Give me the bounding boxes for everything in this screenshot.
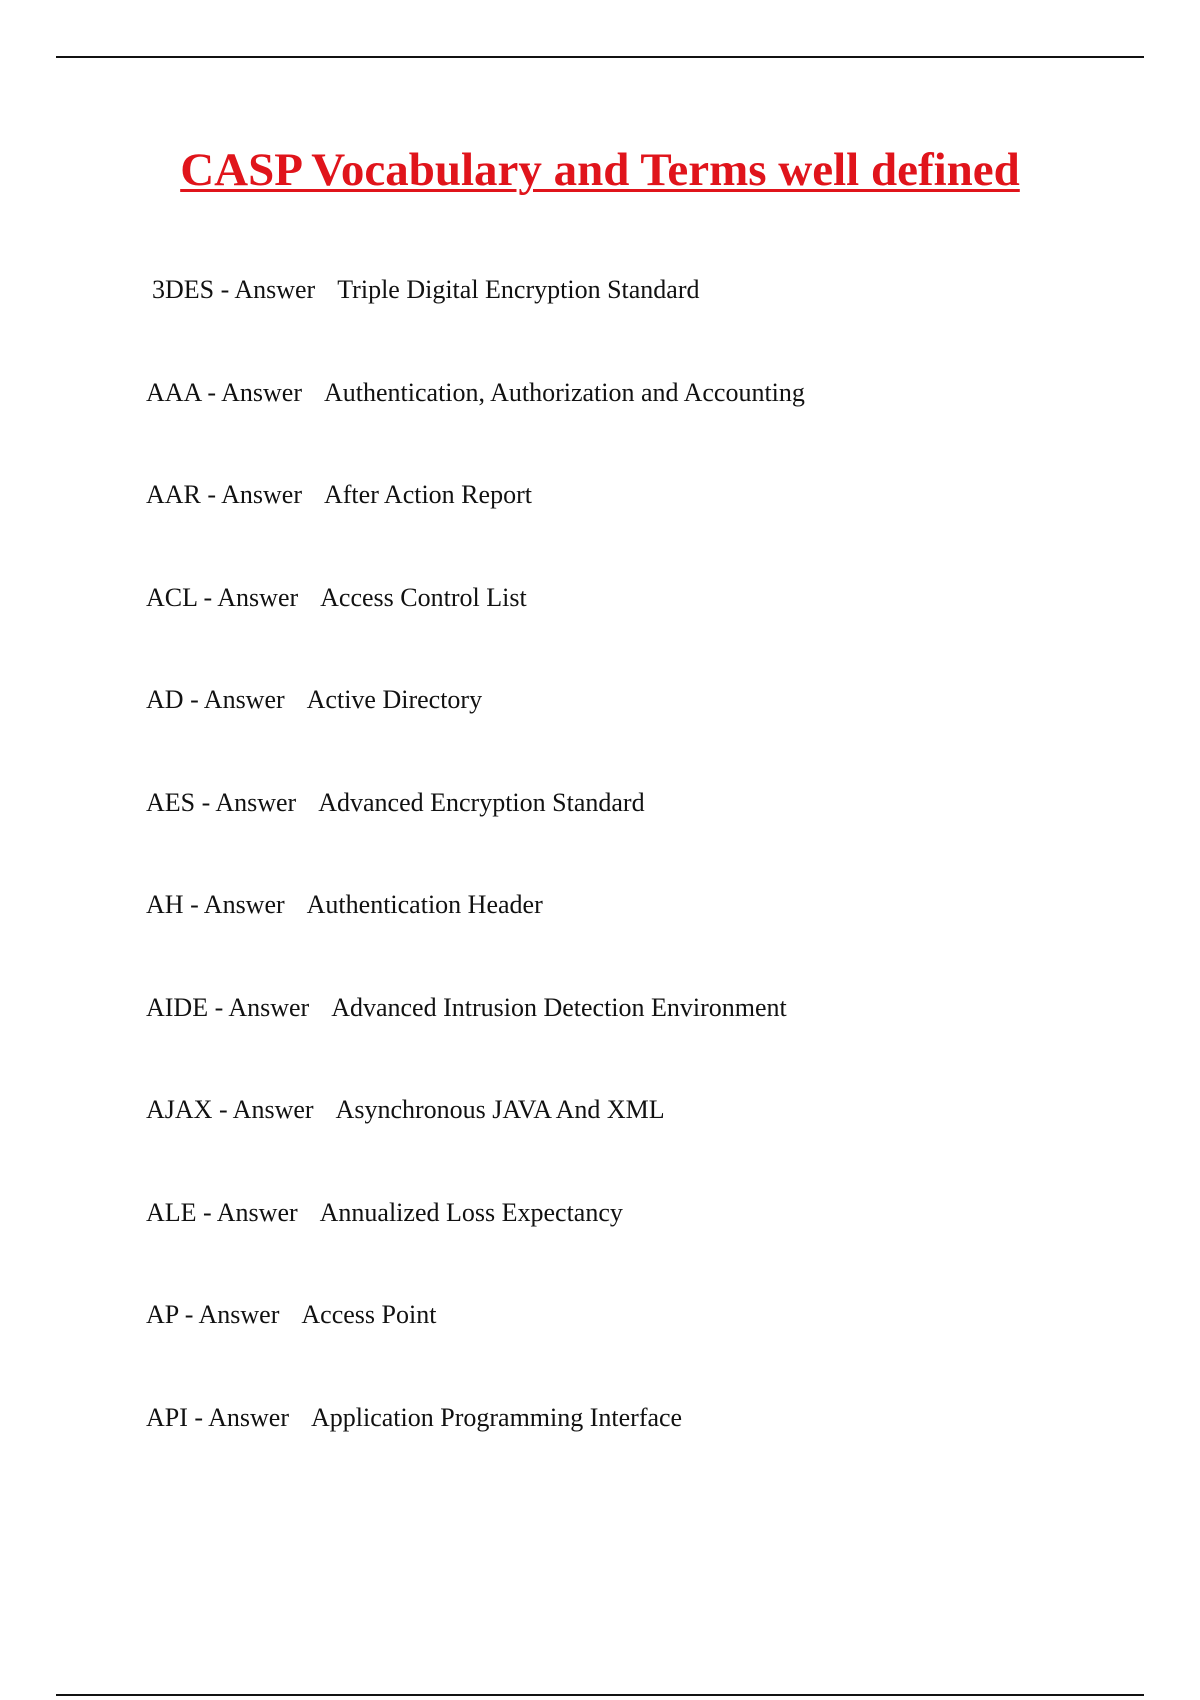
vocabulary-entry xyxy=(146,1090,805,1193)
entry-definition: Advanced Intrusion Detection Environment xyxy=(331,992,787,1022)
entry-answer-label: - Answer xyxy=(184,1300,280,1329)
entry-term: AJAX xyxy=(146,1095,213,1124)
entry-definition: Authentication Header xyxy=(306,890,543,919)
entry-term: AES xyxy=(146,787,196,817)
vocabulary-list xyxy=(146,270,805,1500)
entry-answer-label: - Answer xyxy=(207,480,302,509)
entry-answer-label: - Answer xyxy=(203,1197,298,1227)
entry-definition: Authentication, Authorization and Accounting xyxy=(324,377,805,407)
bottom-divider xyxy=(56,1694,1144,1696)
entry-definition: Active Directory xyxy=(306,685,483,714)
entry-definition: Access Point xyxy=(301,1300,437,1329)
entry-term: 3DES xyxy=(152,275,215,304)
entry-term: AAA xyxy=(146,377,201,407)
entry-definition: Annualized Loss Expectancy xyxy=(319,1197,623,1227)
entry-answer-label: - Answer xyxy=(203,582,299,612)
vocabulary-entry xyxy=(146,1398,805,1501)
vocabulary-entry xyxy=(146,578,805,681)
entry-answer-label: - Answer xyxy=(214,992,310,1022)
entry-term: AH xyxy=(146,890,184,919)
entry-definition: Asynchronous JAVA And XML xyxy=(335,1095,665,1124)
vocabulary-entry xyxy=(146,885,805,988)
entry-answer-label: - Answer xyxy=(190,685,285,714)
vocabulary-entry xyxy=(146,270,805,373)
entry-definition: Application Programming Interface xyxy=(311,1402,683,1432)
vocabulary-entry xyxy=(146,1193,805,1296)
entry-answer-label: - Answer xyxy=(207,377,302,407)
entry-definition: Advanced Encryption Standard xyxy=(318,787,645,817)
entry-answer-label: - Answer xyxy=(201,787,297,817)
entry-answer-label: - Answer xyxy=(218,1095,314,1124)
entry-definition: Access Control List xyxy=(320,582,527,612)
entry-definition: After Action Report xyxy=(324,480,532,509)
vocabulary-entry xyxy=(146,373,805,476)
entry-term: AAR xyxy=(146,480,201,509)
vocabulary-entry xyxy=(146,1295,805,1398)
entry-term: AD xyxy=(146,685,184,714)
entry-definition: Triple Digital Encryption Standard xyxy=(337,275,700,304)
page-title: CASP Vocabulary and Terms well defined xyxy=(180,144,1020,196)
entry-term: AP xyxy=(146,1300,179,1329)
top-divider xyxy=(56,56,1144,58)
vocabulary-entry xyxy=(146,680,805,783)
vocabulary-entry xyxy=(146,988,805,1091)
entry-answer-label: - Answer xyxy=(194,1402,289,1432)
entry-answer-label: - Answer xyxy=(220,275,316,304)
entry-term: ALE xyxy=(146,1197,197,1227)
entry-term: AIDE xyxy=(146,992,209,1022)
entry-term: API xyxy=(146,1402,188,1432)
vocabulary-entry xyxy=(146,783,805,886)
entry-term: ACL xyxy=(146,582,198,612)
vocabulary-entry xyxy=(146,475,805,578)
entry-answer-label: - Answer xyxy=(190,890,285,919)
